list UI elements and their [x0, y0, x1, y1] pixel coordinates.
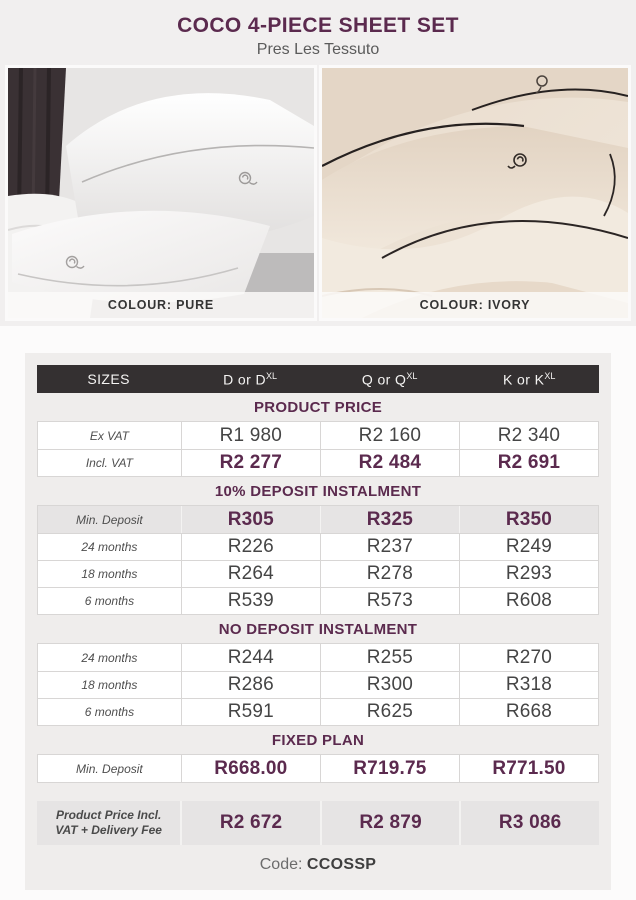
table-row-min-deposit [38, 506, 598, 533]
price-value: R244 [227, 646, 274, 668]
product-code-value: CCOSSP [306, 856, 377, 873]
price-value: R573 [366, 590, 413, 611]
table-row-24-months [38, 644, 598, 671]
page-subtitle: Pres Les Tessuto [256, 41, 380, 58]
price-value: R264 [227, 563, 274, 584]
price-value: R249 [505, 536, 553, 557]
price-value: R278 [366, 563, 413, 584]
price-value: R270 [505, 646, 553, 668]
product-image-pure [8, 68, 314, 318]
row-label: 18 months [81, 567, 138, 581]
table-row-6-months [38, 698, 598, 725]
price-value: R771.50 [492, 757, 566, 779]
summary-label [55, 808, 162, 838]
product-image-ivory [322, 68, 628, 318]
deposit-instalment-rows [37, 505, 599, 615]
column-header-queen [320, 371, 460, 388]
price-value: R2 160 [358, 424, 422, 446]
row-label: 24 months [81, 540, 138, 554]
price-value: R350 [505, 508, 553, 530]
section-title-no-deposit: NO DEPOSIT INSTALMENT [218, 621, 418, 638]
row-label: Ex VAT [89, 428, 129, 443]
column-header-text: K or K [503, 371, 545, 388]
price-value: R226 [227, 536, 274, 557]
price-value: R1 980 [219, 424, 283, 446]
section-title-product-price: PRODUCT PRICE [253, 399, 383, 416]
price-value: R668 [505, 701, 553, 722]
section-title-10-deposit: 10% DEPOSIT INSTALMENT [214, 483, 422, 500]
row-label: 24 months [81, 650, 138, 665]
row-label: Incl. VAT [85, 456, 133, 470]
table-row-ex-vat [38, 422, 598, 449]
table-row-24-months [38, 533, 598, 560]
table-row-6-months [38, 587, 598, 614]
table-row-fixed-min-deposit [38, 755, 598, 782]
row-label: 18 months [81, 678, 138, 692]
price-value: R293 [505, 563, 553, 584]
price-value: R318 [505, 674, 553, 695]
price-value: R2 340 [497, 424, 561, 446]
product-code [37, 845, 599, 880]
row-label: 6 months [84, 594, 135, 608]
price-value: R608 [505, 590, 553, 611]
colour-caption-pure: COLOUR: PURE [8, 292, 314, 318]
price-value: R3 086 [498, 812, 562, 833]
top-band [0, 0, 636, 326]
price-value: R325 [366, 508, 413, 530]
table-row-18-months [38, 671, 598, 698]
column-header-text: Q or Q [361, 371, 407, 388]
pure-illustration [8, 68, 314, 318]
price-value: R237 [366, 536, 413, 557]
price-value: R2 879 [359, 812, 422, 833]
product-code-label: Code: [259, 856, 303, 873]
price-value: R286 [227, 674, 274, 695]
column-header-double [180, 371, 320, 388]
table-row-incl-vat [38, 449, 598, 476]
price-value: R719.75 [353, 757, 427, 779]
row-label: Min. Deposit [76, 761, 143, 776]
column-header-text: D or D [223, 371, 266, 388]
ivory-illustration [322, 68, 628, 318]
sizes-header-bar [37, 365, 599, 393]
pricing-panel [25, 353, 611, 890]
page-title: COCO 4-PIECE SHEET SET [177, 14, 459, 37]
price-value: R591 [227, 701, 274, 722]
summary-label-line1: Product Price Incl. [55, 808, 162, 822]
no-deposit-rows [37, 643, 599, 726]
summary-label-line2: VAT + Delivery Fee [55, 823, 162, 837]
column-header-king [459, 371, 599, 388]
colour-caption-ivory: COLOUR: IVORY [322, 292, 628, 318]
column-header-sup: XL [265, 370, 277, 381]
price-value: R539 [227, 590, 274, 611]
fixed-plan-rows [37, 754, 599, 783]
section-title-fixed-plan: FIXED PLAN [271, 732, 365, 749]
price-value: R255 [366, 646, 413, 668]
sizes-header-label: SIZES [87, 371, 130, 387]
price-value: R2 672 [219, 812, 283, 833]
price-value: R2 691 [497, 452, 561, 473]
column-header-sup: XL [406, 370, 418, 381]
summary-row [37, 801, 599, 845]
row-label: Min. Deposit [76, 512, 143, 527]
product-price-rows [37, 421, 599, 477]
price-value: R625 [366, 701, 413, 722]
price-value: R305 [227, 508, 274, 530]
table-row-18-months [38, 560, 598, 587]
row-label: 6 months [84, 705, 135, 719]
price-value: R300 [366, 674, 413, 695]
price-value: R2 277 [219, 452, 283, 473]
price-value: R668.00 [214, 757, 288, 779]
product-gallery [0, 68, 636, 318]
price-value: R2 484 [358, 452, 422, 473]
column-header-sup: XL [544, 370, 556, 381]
